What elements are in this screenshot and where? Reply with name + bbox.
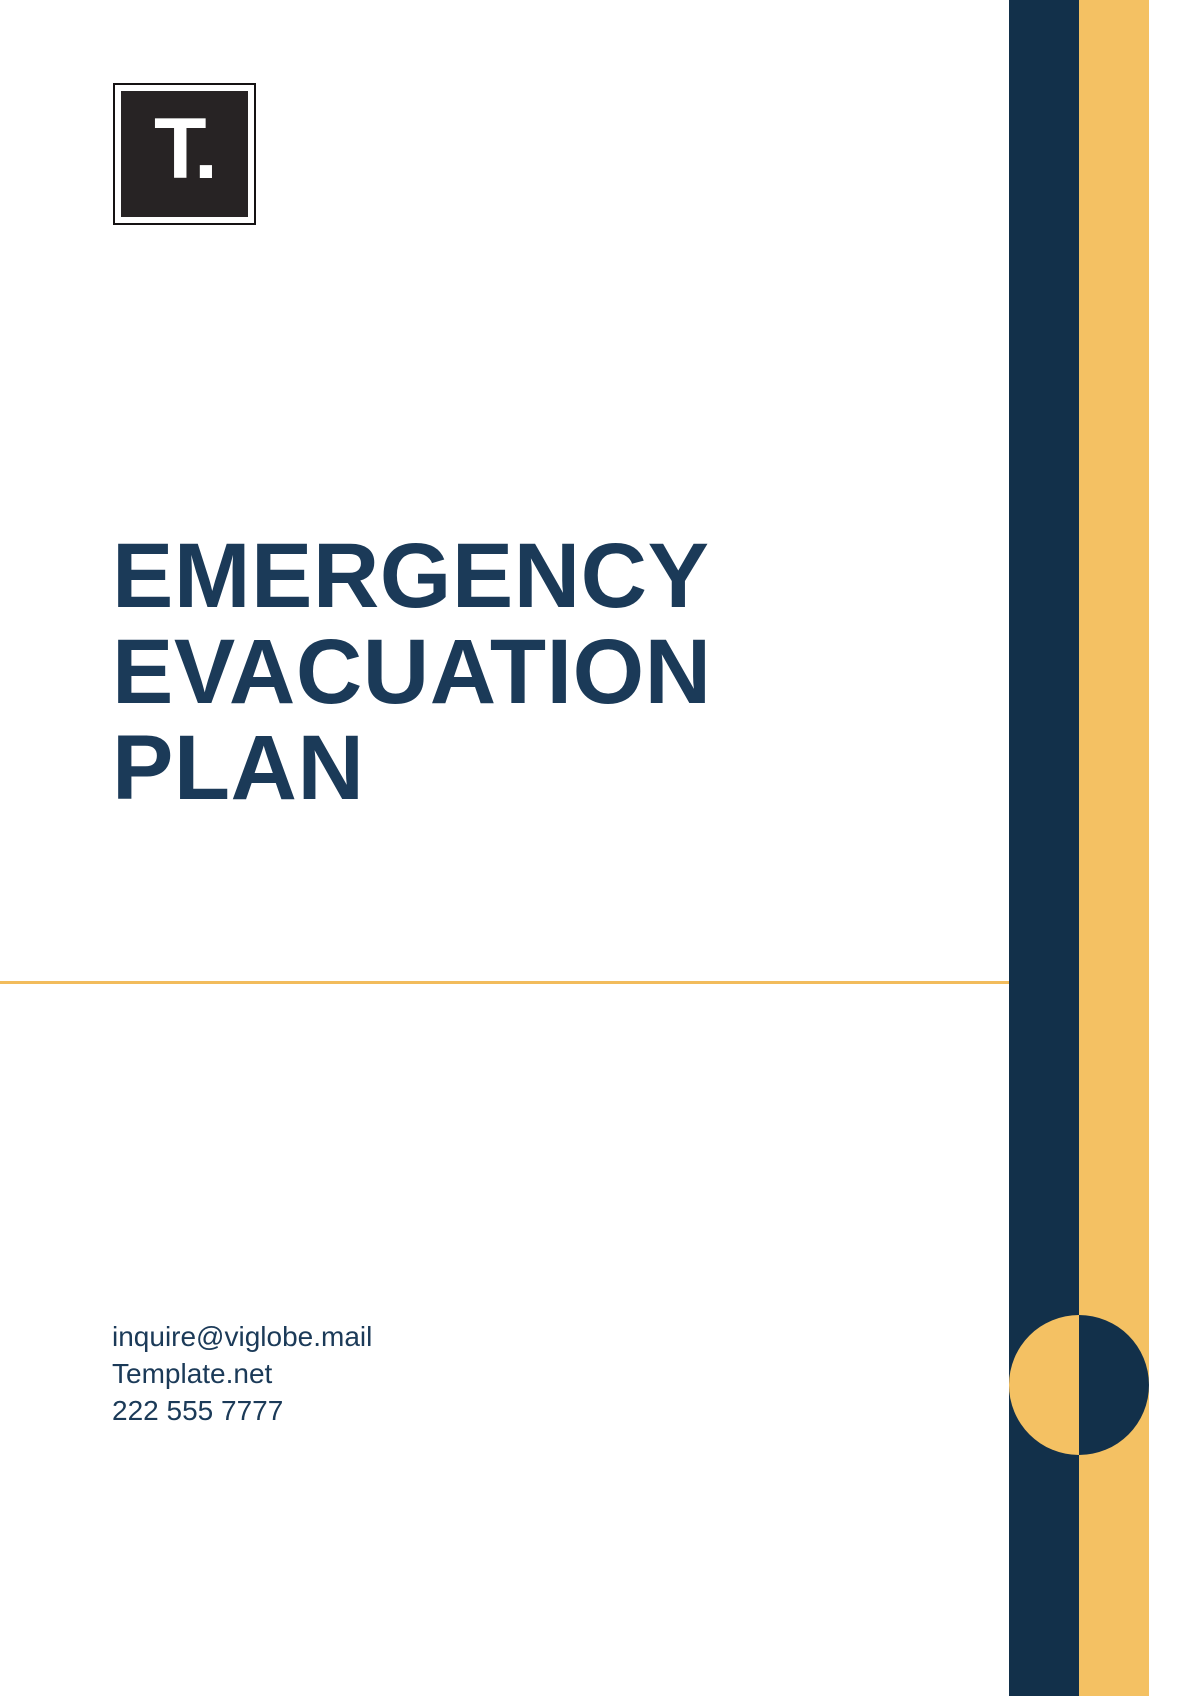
title-line-1: EMERGENCY	[112, 525, 710, 627]
contact-phone: 222 555 7777	[112, 1395, 284, 1426]
divider-line	[0, 981, 1009, 984]
accent-circle	[1009, 1315, 1149, 1455]
contact-website: Template.net	[112, 1358, 273, 1389]
contact-email: inquire@viglobe.mail	[112, 1321, 373, 1352]
title-line-3: PLAN	[112, 717, 365, 819]
contact-block	[112, 1318, 372, 1429]
page-title	[112, 525, 712, 819]
logo-letter: T.	[154, 101, 215, 197]
title-line-2: EVACUATION	[112, 621, 712, 723]
brand-logo	[113, 83, 256, 225]
logo-mark	[121, 91, 248, 217]
